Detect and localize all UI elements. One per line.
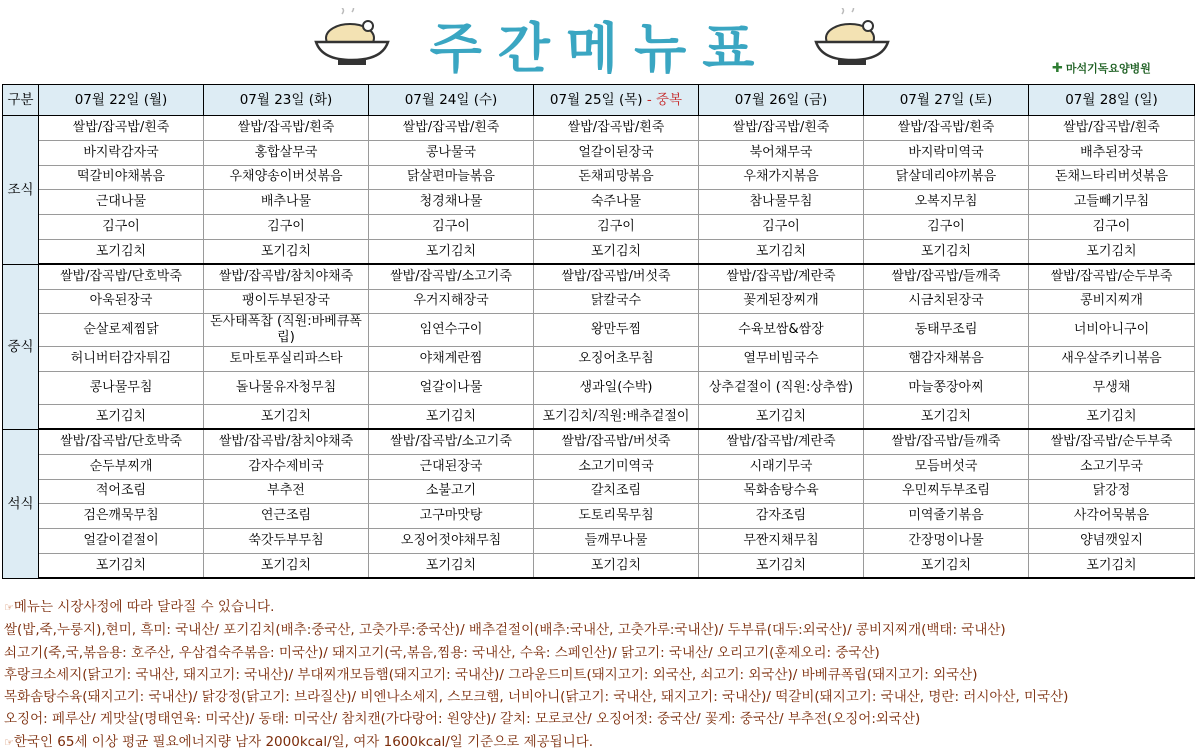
menu-cell: 포기김치 xyxy=(39,239,204,264)
menu-cell: 배추나물 xyxy=(204,190,369,215)
menu-cell: 마늘쫑장아찌 xyxy=(864,372,1029,405)
menu-cell: 포기김치 xyxy=(204,405,369,430)
day-header: 07월 27일 (토) xyxy=(864,85,1029,116)
hospital-name: 마석기독요양병원 xyxy=(1065,62,1151,75)
menu-cell: 너비아니구이 xyxy=(1029,314,1195,347)
menu-cell: 새우살주키니볶음 xyxy=(1029,347,1195,372)
menu-cell: 연근조림 xyxy=(204,504,369,529)
menu-cell: 갈치조림 xyxy=(534,479,699,504)
note-line: 쇠고기(죽,국,볶음용: 호주산, 우삼겹숙주볶음: 미국산)/ 돼지고기(국,볶음,찜용: 국내산, 수육: 스페인산)/ 닭고기: 국내산/ 오리고기(훈제오리: 중국산) xyxy=(4,644,880,661)
menu-cell: 포기김치/직원:배추겉절이 xyxy=(534,405,699,430)
menu-cell: 시금치된장국 xyxy=(864,289,1029,314)
menu-cell: 오복지무침 xyxy=(864,190,1029,215)
menu-cell: 우채양송이버섯볶음 xyxy=(204,165,369,190)
menu-cell: 쌀밥/잡곡밥/단호박죽 xyxy=(39,264,204,289)
note-line: ☞메뉴는 시장사정에 따라 달라질 수 있습니다. xyxy=(4,599,275,615)
day-header: 07월 24일 (수) xyxy=(369,85,534,116)
menu-cell: 떡갈비야채볶음 xyxy=(39,165,204,190)
menu-cell: 간장멍이나물 xyxy=(864,529,1029,554)
menu-cell: 포기김치 xyxy=(534,239,699,264)
chicken-bowl-icon xyxy=(812,8,892,72)
menu-cell: 쌀밥/잡곡밥/들깨죽 xyxy=(864,429,1029,454)
table-row xyxy=(3,140,1195,165)
menu-cell: 포기김치 xyxy=(39,405,204,430)
menu-cell: 무짠지채무침 xyxy=(699,529,864,554)
table-row xyxy=(3,454,1195,479)
menu-cell: 꽃게된장찌개 xyxy=(699,289,864,314)
menu-cell: 콩비지찌개 xyxy=(1029,289,1195,314)
menu-cell: 포기김치 xyxy=(369,405,534,430)
menu-cell: 콩나물무침 xyxy=(39,372,204,405)
menu-cell: 김구이 xyxy=(204,215,369,240)
table-row xyxy=(3,289,1195,314)
menu-cell: 숙주나물 xyxy=(534,190,699,215)
menu-cell: 쌀밥/잡곡밥/들깨죽 xyxy=(864,264,1029,289)
menu-cell: 포기김치 xyxy=(1029,553,1195,578)
menu-cell: 열무비빔국수 xyxy=(699,347,864,372)
menu-cell: 왕만두찜 xyxy=(534,314,699,347)
menu-cell: 쌀밥/잡곡밥/버섯죽 xyxy=(534,429,699,454)
menu-cell: 모듬버섯국 xyxy=(864,454,1029,479)
menu-cell: 감자조림 xyxy=(699,504,864,529)
corner-label: 구분 xyxy=(3,85,39,116)
menu-cell: 쌀밥/잡곡밥/흰죽 xyxy=(534,116,699,141)
menu-cell: 포기김치 xyxy=(369,553,534,578)
table-row xyxy=(3,116,1195,141)
menu-cell: 얼갈이나물 xyxy=(369,372,534,405)
table-row xyxy=(3,504,1195,529)
table-row xyxy=(3,165,1195,190)
menu-cell: 포기김치 xyxy=(864,239,1029,264)
menu-cell: 쌀밥/잡곡밥/흰죽 xyxy=(699,116,864,141)
table-row xyxy=(3,314,1195,347)
menu-cell: 소고기미역국 xyxy=(534,454,699,479)
menu-cell: 쑥갓두부무침 xyxy=(204,529,369,554)
menu-cell: 동태무조림 xyxy=(864,314,1029,347)
menu-cell: 생과일(수박) xyxy=(534,372,699,405)
menu-cell: 쌀밥/잡곡밥/흰죽 xyxy=(1029,116,1195,141)
menu-cell: 들깨무나물 xyxy=(534,529,699,554)
menu-cell: 참나물무침 xyxy=(699,190,864,215)
menu-cell: 무생채 xyxy=(1029,372,1195,405)
meal-label: 중식 xyxy=(3,264,39,429)
table-row xyxy=(3,215,1195,240)
menu-cell: 부추전 xyxy=(204,479,369,504)
menu-cell: 쌀밥/잡곡밥/계란죽 xyxy=(699,264,864,289)
menu-cell: 소고기무국 xyxy=(1029,454,1195,479)
menu-cell: 쌀밥/잡곡밥/버섯죽 xyxy=(534,264,699,289)
menu-cell: 포기김치 xyxy=(864,553,1029,578)
menu-cell: 청경채나물 xyxy=(369,190,534,215)
note-line: ☞한국인 65세 이상 평균 필요에너지량 남자 2000kcal/일, 여자 1600kcal/일 기준으로 제공됩니다. xyxy=(4,733,594,750)
menu-cell: 검은깨묵무침 xyxy=(39,504,204,529)
menu-cell: 쌀밥/잡곡밥/단호박죽 xyxy=(39,429,204,454)
note-line: 쌀(밥,죽,누룽지),현미, 흑미: 국내산/ 포기김치(배추:중국산, 고춧가루:중국산)/ 배추겉절이(배추:국내산, 고춧가루:국내산)/ 두부류(대두:외국산)/ 콩비지찌개(백태: 국내산) xyxy=(4,622,1006,639)
hospital-logo xyxy=(1052,60,1151,76)
menu-cell: 콩나물국 xyxy=(369,140,534,165)
menu-cell: 양념깻잎지 xyxy=(1029,529,1195,554)
menu-cell: 우거지해장국 xyxy=(369,289,534,314)
table-row xyxy=(3,372,1195,405)
table-row xyxy=(3,347,1195,372)
menu-cell: 김구이 xyxy=(864,215,1029,240)
day-header: 07월 26일 (금) xyxy=(699,85,864,116)
weekly-menu-table xyxy=(2,84,1195,579)
menu-cell: 상추겉절이 (직원:상추쌈) xyxy=(699,372,864,405)
menu-cell: 돈채느타리버섯볶음 xyxy=(1029,165,1195,190)
menu-cell: 오징어초무침 xyxy=(534,347,699,372)
note-line: 목화솜탕수육(돼지고기: 국내산)/ 닭강정(닭고기: 브라질산)/ 비엔나소세지, 스모크햄, 너비아니(닭고기: 국내산, 돼지고기: 국내산)/ 떡갈비(돼지고기: 국내산, 명란: 러시아산, 미국산) xyxy=(4,689,1069,706)
menu-cell: 야채계란찜 xyxy=(369,347,534,372)
menu-cell: 닭살데리야끼볶음 xyxy=(864,165,1029,190)
table-header-row xyxy=(3,85,1195,116)
menu-cell: 배추된장국 xyxy=(1029,140,1195,165)
pointing-hand-icon: ☞ xyxy=(4,601,14,614)
menu-cell: 사각어묵볶음 xyxy=(1029,504,1195,529)
menu-cell: 미역줄기볶음 xyxy=(864,504,1029,529)
table-row xyxy=(3,529,1195,554)
page-title: 주간메뉴표 xyxy=(429,17,771,80)
note-line: 후랑크소세지(닭고기: 국내산, 돼지고기: 국내산)/ 부대찌개모듬햄(돼지고기: 국내산)/ 그라운드미트(돼지고기: 외국산, 쇠고기: 외국산)/ 바베큐폭립(돼지고기: 외국산) xyxy=(4,666,978,683)
menu-cell: 닭강정 xyxy=(1029,479,1195,504)
menu-cell: 포기김치 xyxy=(1029,405,1195,430)
menu-cell: 포기김치 xyxy=(1029,239,1195,264)
menu-cell: 쌀밥/잡곡밥/흰죽 xyxy=(864,116,1029,141)
menu-cell: 적어조림 xyxy=(39,479,204,504)
menu-cell: 김구이 xyxy=(1029,215,1195,240)
pointing-hand-icon: ☞ xyxy=(4,735,14,749)
menu-cell: 쌀밥/잡곡밥/순두부죽 xyxy=(1029,429,1195,454)
day-header: 07월 28일 (일) xyxy=(1029,85,1195,116)
table-row xyxy=(3,190,1195,215)
table-row xyxy=(3,264,1195,289)
menu-cell: 얼갈이된장국 xyxy=(534,140,699,165)
menu-cell: 바지락감자국 xyxy=(39,140,204,165)
menu-cell: 북어채무국 xyxy=(699,140,864,165)
menu-cell: 바지락미역국 xyxy=(864,140,1029,165)
menu-cell: 토마토푸실리파스타 xyxy=(204,347,369,372)
table-row xyxy=(3,553,1195,578)
table-row xyxy=(3,429,1195,454)
menu-cell: 얼갈이겉절이 xyxy=(39,529,204,554)
menu-cell: 근대나물 xyxy=(39,190,204,215)
day-header: 07월 22일 (월) xyxy=(39,85,204,116)
hospital-cross-logo-icon: ✚ xyxy=(1052,60,1063,76)
note-line: 오징어: 페루산/ 게맛살(명태연육: 미국산)/ 동태: 미국산/ 참치캔(가다랑어: 원양산)/ 갈치: 모로코산/ 오징어젓: 중국산/ 꽃게: 중국산/ 부추전(오징어:외국산) xyxy=(4,711,921,728)
menu-cell: 아욱된장국 xyxy=(39,289,204,314)
menu-cell: 포기김치 xyxy=(699,405,864,430)
menu-cell: 쌀밥/잡곡밥/소고기죽 xyxy=(369,264,534,289)
menu-cell: 포기김치 xyxy=(369,239,534,264)
menu-cell: 포기김치 xyxy=(534,553,699,578)
menu-cell: 포기김치 xyxy=(699,239,864,264)
menu-cell: 쌀밥/잡곡밥/흰죽 xyxy=(39,116,204,141)
menu-cell: 허니버터감자튀김 xyxy=(39,347,204,372)
table-row xyxy=(3,239,1195,264)
menu-cell: 돌나물유자청무침 xyxy=(204,372,369,405)
menu-cell: 고들빼기무침 xyxy=(1029,190,1195,215)
menu-cell: 순두부찌개 xyxy=(39,454,204,479)
menu-body xyxy=(3,116,1195,579)
menu-cell: 돈채피망볶음 xyxy=(534,165,699,190)
menu-cell: 고구마맛탕 xyxy=(369,504,534,529)
table-row xyxy=(3,479,1195,504)
meal-label: 석식 xyxy=(3,429,39,578)
menu-cell: 목화솜탕수육 xyxy=(699,479,864,504)
menu-cell: 김구이 xyxy=(369,215,534,240)
menu-cell: 김구이 xyxy=(39,215,204,240)
menu-cell: 오징어젓야채무침 xyxy=(369,529,534,554)
meal-label: 조식 xyxy=(3,116,39,265)
menu-cell: 순살로제찜닭 xyxy=(39,314,204,347)
day-header: 07월 25일 (목) - 중복 xyxy=(534,85,699,116)
menu-cell: 포기김치 xyxy=(204,239,369,264)
menu-cell: 쌀밥/잡곡밥/참치야채죽 xyxy=(204,264,369,289)
menu-cell: 감자수제비국 xyxy=(204,454,369,479)
page-header xyxy=(0,0,1200,84)
holiday-label: - 중복 xyxy=(642,92,683,108)
menu-cell: 포기김치 xyxy=(864,405,1029,430)
menu-cell: 포기김치 xyxy=(204,553,369,578)
menu-cell: 홍합살무국 xyxy=(204,140,369,165)
menu-cell: 김구이 xyxy=(534,215,699,240)
menu-cell: 쌀밥/잡곡밥/계란죽 xyxy=(699,429,864,454)
notes-section xyxy=(4,596,1194,754)
menu-cell: 쌀밥/잡곡밥/흰죽 xyxy=(369,116,534,141)
menu-cell: 돈사태폭찹 (직원:바베큐폭립) xyxy=(204,314,369,347)
menu-cell: 쌀밥/잡곡밥/참치야채죽 xyxy=(204,429,369,454)
menu-cell: 쌀밥/잡곡밥/소고기죽 xyxy=(369,429,534,454)
menu-cell: 근대된장국 xyxy=(369,454,534,479)
menu-cell: 닭살편마늘볶음 xyxy=(369,165,534,190)
menu-cell: 우민찌두부조림 xyxy=(864,479,1029,504)
menu-cell: 소불고기 xyxy=(369,479,534,504)
menu-cell: 포기김치 xyxy=(39,553,204,578)
day-header: 07월 23일 (화) xyxy=(204,85,369,116)
menu-cell: 쌀밥/잡곡밥/순두부죽 xyxy=(1029,264,1195,289)
menu-cell: 우채가지볶음 xyxy=(699,165,864,190)
menu-cell: 쌀밥/잡곡밥/흰죽 xyxy=(204,116,369,141)
menu-cell: 수육보쌈&쌈장 xyxy=(699,314,864,347)
menu-cell: 닭칼국수 xyxy=(534,289,699,314)
menu-cell: 김구이 xyxy=(699,215,864,240)
menu-cell: 도토리묵무침 xyxy=(534,504,699,529)
menu-cell: 임연수구이 xyxy=(369,314,534,347)
menu-cell: 포기김치 xyxy=(699,553,864,578)
table-row xyxy=(3,405,1195,430)
menu-cell: 시래기무국 xyxy=(699,454,864,479)
menu-cell: 팽이두부된장국 xyxy=(204,289,369,314)
menu-cell: 햄감자채볶음 xyxy=(864,347,1029,372)
